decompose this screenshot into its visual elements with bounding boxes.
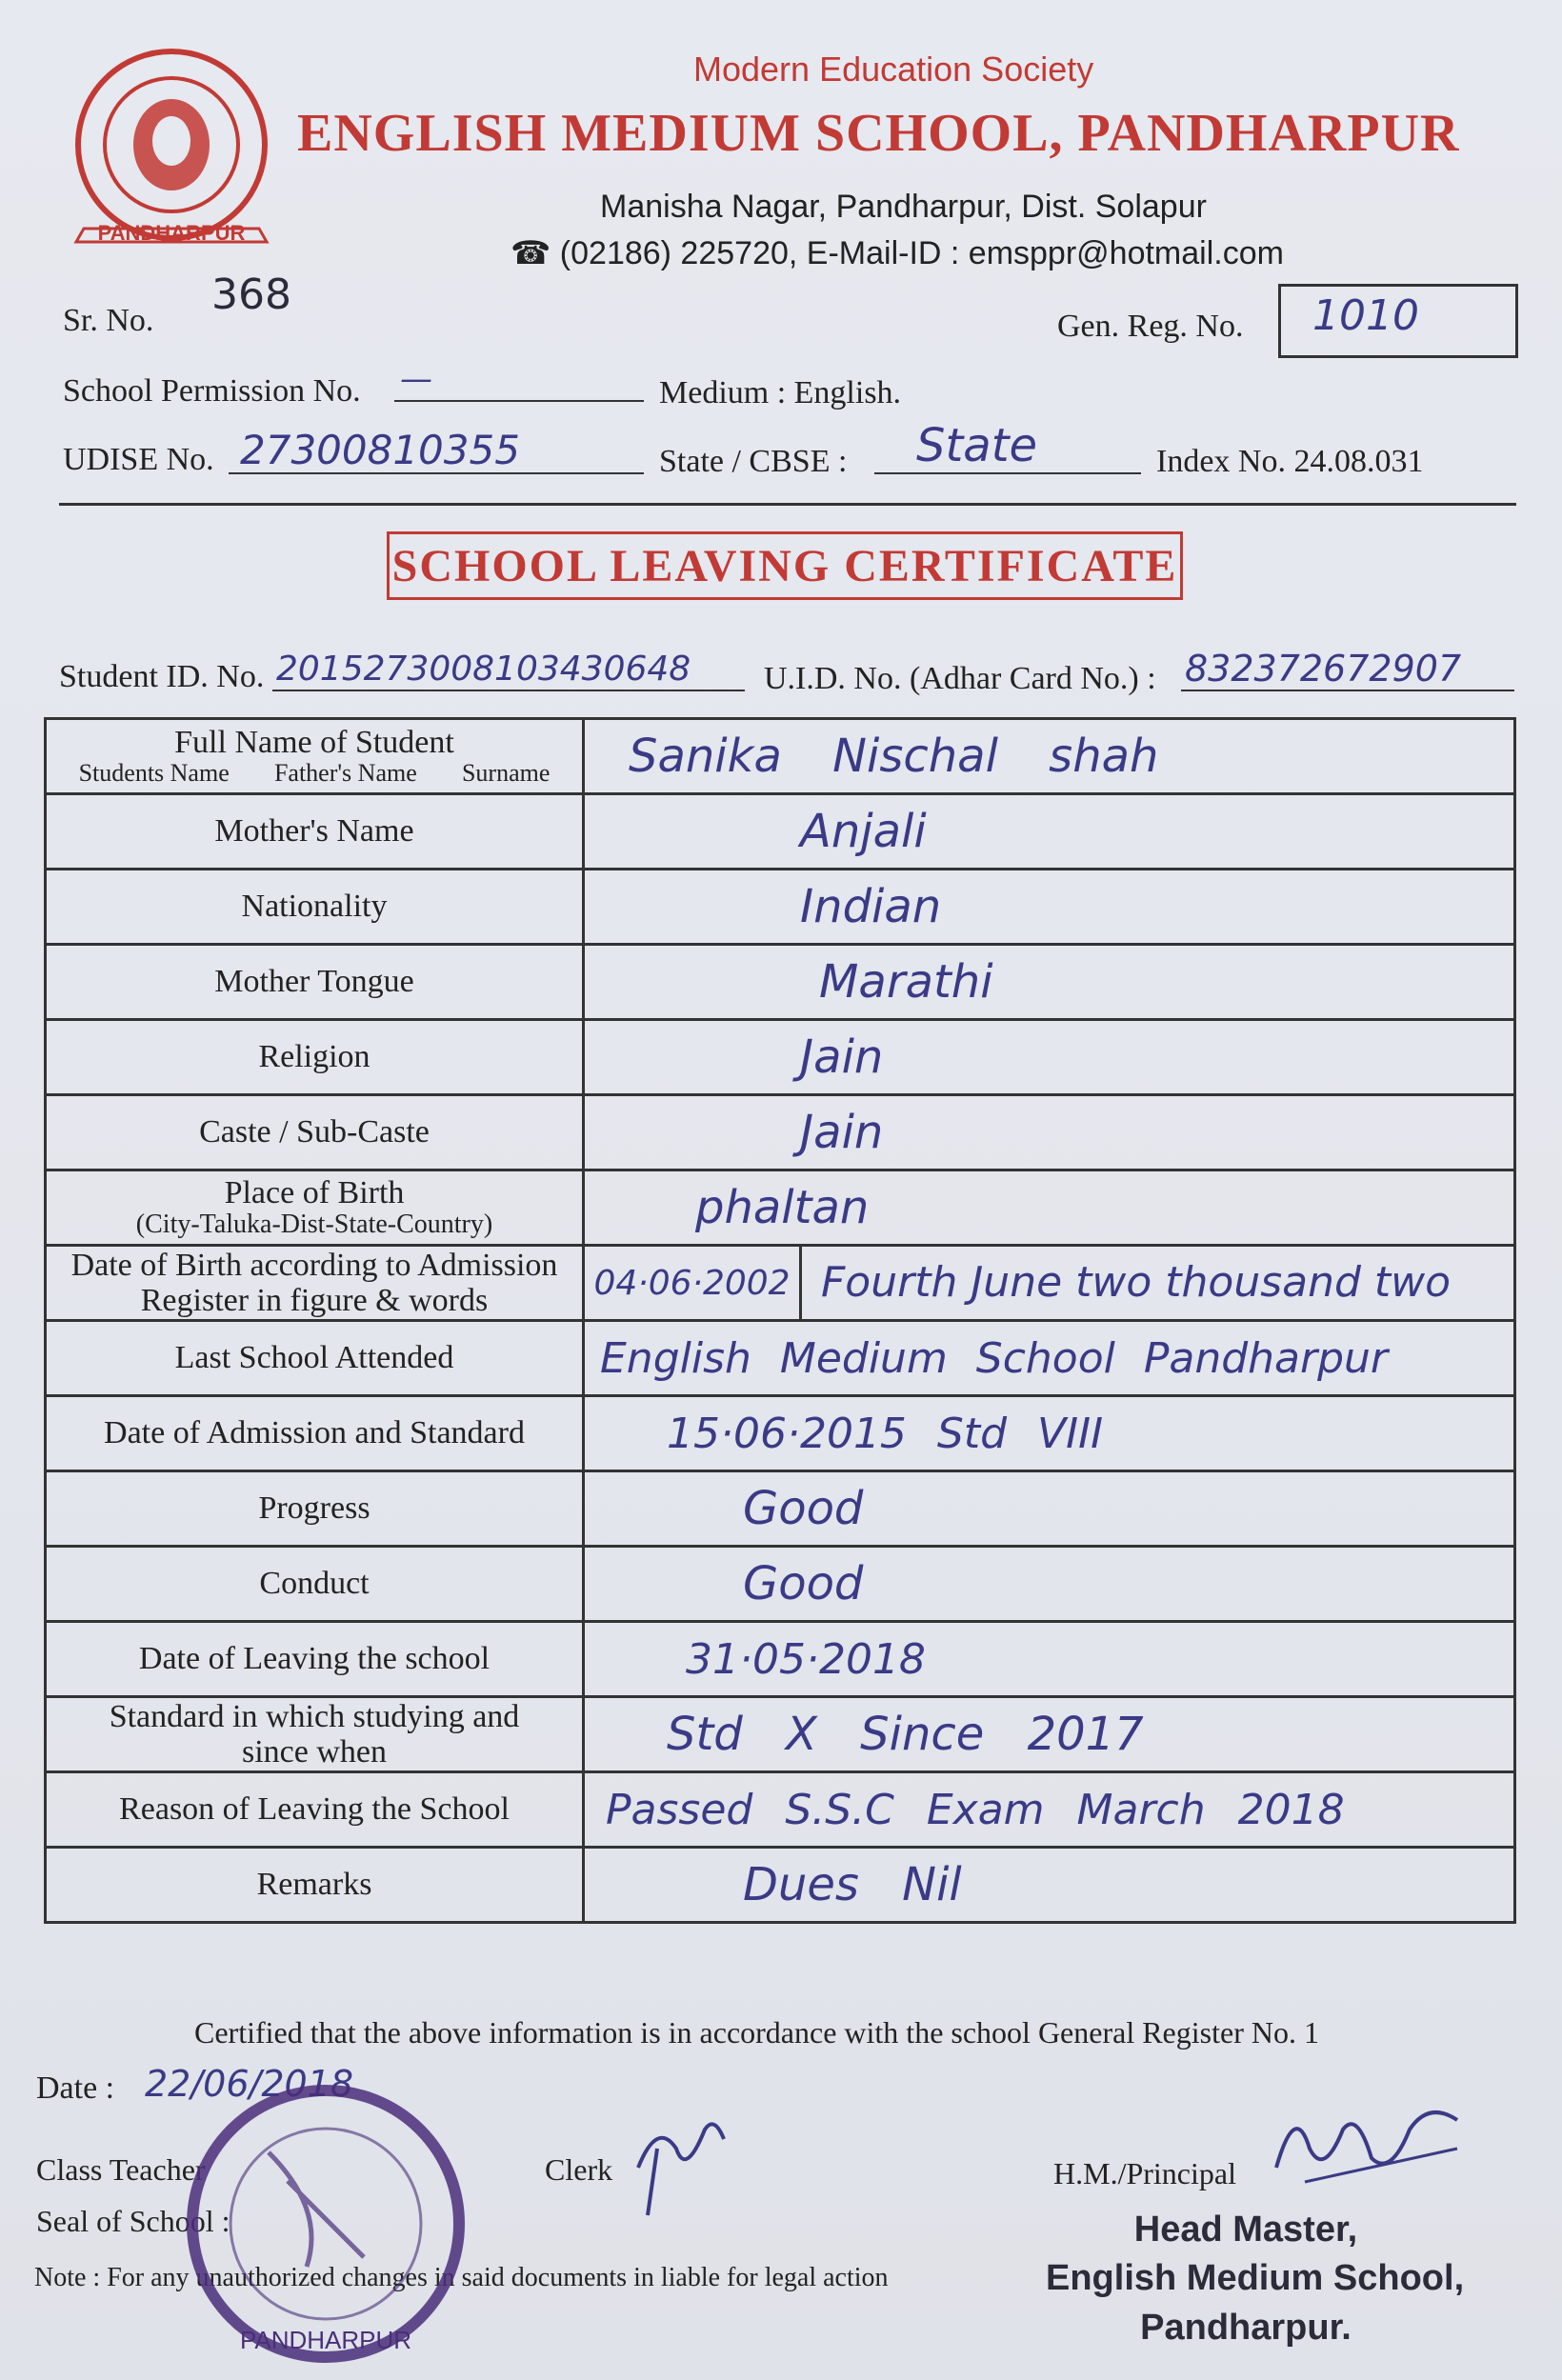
school-logo <box>59 42 284 270</box>
certificate-table <box>44 717 1516 1924</box>
row-dob <box>46 1246 1515 1321</box>
reason-label: Reason of Leaving the School <box>46 1772 584 1848</box>
religion-value: Jain <box>584 1020 1515 1095</box>
state-value: State <box>916 419 1038 472</box>
school-address: Manisha Nagar, Pandharpur, Dist. Solapur <box>600 189 1207 225</box>
uid-line <box>1181 690 1514 691</box>
row-last-school <box>46 1321 1515 1396</box>
row-full-name <box>46 719 1515 794</box>
udise-label: UDISE No. <box>63 442 214 477</box>
principal-label: H.M./Principal <box>1053 2156 1236 2190</box>
state-label: State / CBSE : <box>659 444 848 479</box>
gen-reg-value: 1010 <box>1312 291 1419 340</box>
progress-value: Good <box>584 1471 1515 1547</box>
certificate-title: SCHOOL LEAVING CERTIFICATE <box>391 540 1178 591</box>
conduct-value: Good <box>584 1547 1515 1622</box>
sub-surname: Surname <box>461 759 551 788</box>
dob-label-2: Register in figure & words <box>140 1283 489 1318</box>
uid-value: 832372672907 <box>1185 648 1462 690</box>
admission-label: Date of Admission and Standard <box>46 1396 584 1471</box>
gen-reg-label: Gen. Reg. No. <box>1057 309 1244 344</box>
row-remarks <box>46 1848 1515 1923</box>
school-name: ENGLISH MEDIUM SCHOOL, PANDHARPUR <box>297 104 1460 163</box>
medium-label: Medium : English. <box>659 375 902 410</box>
hm-line-2: English Medium School, <box>1046 2258 1465 2299</box>
mother-tongue-value: Marathi <box>584 945 1515 1020</box>
standard-label-2: since when <box>241 1734 387 1770</box>
hm-line-1: Head Master, <box>1133 2210 1358 2250</box>
principal-signature <box>1267 2091 1476 2196</box>
header-rule <box>59 503 1516 506</box>
caste-label: Caste / Sub-Caste <box>46 1095 584 1170</box>
last-school-label: Last School Attended <box>46 1321 584 1396</box>
clerk-label: Clerk <box>545 2152 613 2187</box>
dob-label-1: Date of Birth according to Admission <box>70 1247 558 1283</box>
index-label: Index No. 24.08.031 <box>1156 444 1424 479</box>
row-reason <box>46 1772 1515 1848</box>
hm-line-3: Pandharpur. <box>1140 2307 1352 2348</box>
permission-line <box>394 400 644 402</box>
remarks-value: Dues Nil <box>584 1848 1515 1923</box>
row-nationality <box>46 870 1515 945</box>
nationality-label: Nationality <box>46 870 584 945</box>
full-name-key <box>46 719 584 794</box>
dob-key <box>46 1246 584 1321</box>
remarks-label: Remarks <box>46 1848 584 1923</box>
reason-value: Passed S.S.C Exam March 2018 <box>584 1772 1515 1848</box>
head-master-stamp <box>1046 2206 1465 2352</box>
row-progress <box>46 1471 1515 1547</box>
certified-statement: Certified that the above information is in accordance with the school General Register No. 1 <box>194 2015 1319 2050</box>
caste-value: Jain <box>584 1095 1515 1170</box>
seal-text: PANDHARPUR <box>239 2326 412 2354</box>
class-teacher-label: Class Teacher <box>36 2152 206 2187</box>
row-leaving-date <box>46 1622 1515 1697</box>
birthplace-label: Place of Birth <box>224 1174 405 1210</box>
dob-words: Fourth June two thousand two <box>821 1258 1452 1307</box>
school-seal-stamp <box>164 2076 488 2371</box>
student-id-label: Student ID. No. <box>59 659 265 694</box>
student-id-line <box>272 690 745 691</box>
birthplace-key <box>46 1170 584 1246</box>
row-standard <box>46 1697 1515 1772</box>
uid-label: U.I.D. No. (Adhar Card No.) : <box>764 661 1156 696</box>
permission-label: School Permission No. <box>63 373 361 409</box>
dob-figure: 04·06·2002 <box>585 1247 802 1319</box>
logo-label: PANDHARPUR <box>97 221 246 245</box>
sr-no-label: Sr. No. <box>63 303 154 338</box>
row-mother <box>46 794 1515 870</box>
nationality-value: Indian <box>584 870 1515 945</box>
sub-father-name: Father's Name <box>273 759 417 788</box>
religion-label: Religion <box>46 1020 584 1095</box>
row-religion <box>46 1020 1515 1095</box>
dob-value <box>584 1246 1515 1321</box>
udise-value: 27300810355 <box>240 427 520 473</box>
full-name-value: Sanika Nischal shah <box>584 719 1515 794</box>
row-mother-tongue <box>46 945 1515 1020</box>
leaving-date-value: 31·05·2018 <box>584 1622 1515 1697</box>
permission-value: — <box>400 360 432 398</box>
mother-value: Anjali <box>584 794 1515 870</box>
full-name-label: Full Name of Student <box>174 725 454 760</box>
standard-key <box>46 1697 584 1772</box>
mother-label: Mother's Name <box>46 794 584 870</box>
sr-no-value: 368 <box>211 270 291 319</box>
student-id-value: 2015273008103430648 <box>276 650 691 689</box>
legal-note: Note : For any unauthorized changes in said documents in liable for legal action <box>34 2263 889 2292</box>
conduct-label: Conduct <box>46 1547 584 1622</box>
row-admission <box>46 1396 1515 1471</box>
leaving-date-label: Date of Leaving the school <box>46 1622 584 1697</box>
sub-student-name: Students Name <box>78 759 230 788</box>
certificate-title-box <box>387 531 1183 600</box>
standard-label-1: Standard in which studying and <box>109 1698 520 1734</box>
row-conduct <box>46 1547 1515 1622</box>
society-name: Modern Education Society <box>693 50 1094 89</box>
row-caste <box>46 1095 1515 1170</box>
standard-value: Std X Since 2017 <box>584 1697 1515 1772</box>
admission-value: 15·06·2015 Std VIII <box>584 1396 1515 1471</box>
progress-label: Progress <box>46 1471 584 1547</box>
birthplace-value: phaltan <box>584 1170 1515 1246</box>
date-value: 22/06/2018 <box>145 2063 354 2105</box>
mother-tongue-label: Mother Tongue <box>46 945 584 1020</box>
state-line <box>874 472 1141 474</box>
clerk-signature <box>629 2110 733 2225</box>
seal-label: Seal of School : <box>36 2204 230 2238</box>
birthplace-sub: (City-Taluka-Dist-State-Country) <box>135 1210 493 1240</box>
last-school-value: English Medium School Pandharpur <box>584 1321 1515 1396</box>
school-contact: ☎ (02186) 225720, E-Mail-ID : emsppr@hotmail.com <box>511 235 1284 271</box>
row-place-of-birth <box>46 1170 1515 1246</box>
date-label: Date : <box>36 2070 115 2106</box>
